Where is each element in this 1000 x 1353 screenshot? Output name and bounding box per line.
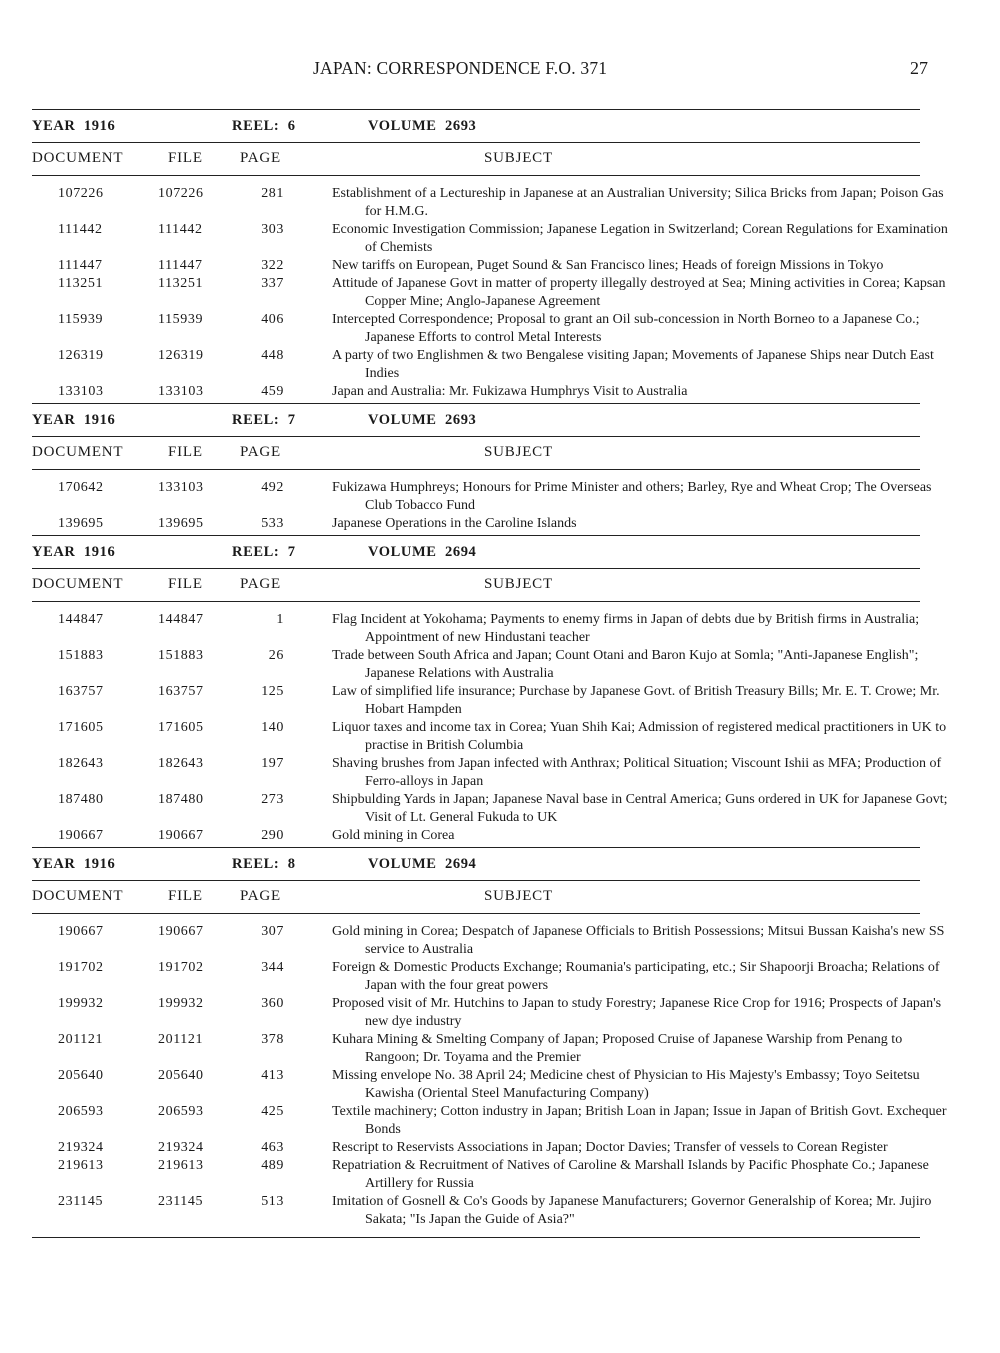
cell-file: 219613 <box>158 1158 204 1173</box>
cell-subject: Shaving brushes from Japan infected with Anthrax; Political Situation; Viscount Ishii as MFA; Production of Ferro-alloys in Japan <box>332 756 942 789</box>
table-row <box>32 347 934 383</box>
reel-section <box>32 535 948 847</box>
cell-page: 290 <box>261 828 284 843</box>
table-row <box>32 257 920 275</box>
cell-document: 111447 <box>58 258 103 273</box>
table-row <box>32 791 948 827</box>
page-title: JAPAN: CORRESPONDENCE F.O. 371 <box>313 58 608 78</box>
table-row <box>32 1031 920 1067</box>
column-header-subject: SUBJECT <box>484 444 553 460</box>
cell-file: 182643 <box>158 756 204 771</box>
cell-page: 125 <box>261 684 284 699</box>
column-header-row <box>32 437 920 469</box>
table-row <box>32 995 942 1031</box>
cell-subject: Textile machinery; Cotton industry in Japan; British Loan in Japan; Issue in Japan of British Govt. Exchequer Bonds <box>332 1104 947 1137</box>
cell-page: 533 <box>261 516 284 531</box>
table-row <box>32 1067 920 1103</box>
cell-subject: Law of simplified life insurance; Purchase by Japanese Govt. of British Treasury Bills; Mr. E. T. Crowe; Mr. Hobart Hampden <box>332 684 940 717</box>
cell-document: 144847 <box>58 612 104 627</box>
table-row <box>32 1103 947 1139</box>
column-header-file: FILE <box>168 888 203 904</box>
cell-file: 133103 <box>158 384 204 399</box>
cell-subject: Missing envelope No. 38 April 24; Medicine chest of Physician to His Majesty's Embassy; Toyo Seitetsu Kawisha (Oriental Steel Manufacturing Company) <box>332 1068 920 1101</box>
cell-page: 360 <box>261 996 284 1011</box>
cell-subject: Japanese Operations in the Caroline Islands <box>332 516 577 531</box>
column-header-subject: SUBJECT <box>484 576 553 592</box>
reel-label: REEL: 7 <box>232 544 296 560</box>
table-body <box>32 470 932 535</box>
table-row <box>32 755 942 791</box>
cell-subject: Shipbulding Yards in Japan; Japanese Naval base in Central America; Guns ordered in UK for Japanese Govt; Visit of Lt. General Fukuda to UK <box>332 792 948 825</box>
divider <box>32 1237 920 1238</box>
cell-document: 151883 <box>58 648 104 663</box>
table-row <box>32 923 945 959</box>
reel-section <box>32 403 932 535</box>
table-row <box>32 1157 929 1193</box>
index-table <box>32 109 948 1238</box>
table-row <box>32 719 947 755</box>
column-header-file: FILE <box>168 576 203 592</box>
column-header-row <box>32 569 920 601</box>
cell-document: 190667 <box>58 828 104 843</box>
cell-file: 201121 <box>158 1032 204 1047</box>
column-header-document: DOCUMENT <box>32 444 124 460</box>
column-header-subject: SUBJECT <box>484 888 553 904</box>
year-label: YEAR 1916 <box>32 856 116 872</box>
cell-file: 199932 <box>158 996 204 1011</box>
reel-section <box>32 109 948 403</box>
table-row <box>32 647 920 683</box>
cell-subject: Establishment of a Lectureship in Japanese at an Australian University; Silica Bricks from Japan; Poison Gas for H.M.G. <box>332 186 944 219</box>
page-number: 27 <box>910 58 928 78</box>
column-header-file: FILE <box>168 444 203 460</box>
table-row <box>32 275 946 311</box>
section-meta <box>32 110 920 142</box>
cell-document: 126319 <box>58 348 104 363</box>
cell-document: 115939 <box>58 312 104 327</box>
cell-page: 492 <box>261 480 284 495</box>
cell-document: 219324 <box>58 1140 104 1155</box>
column-header-page: PAGE <box>240 888 281 904</box>
cell-document: 113251 <box>58 276 104 291</box>
cell-page: 303 <box>261 222 284 237</box>
page-header <box>0 58 1000 82</box>
cell-subject: Gold mining in Corea <box>332 828 455 843</box>
cell-document: 190667 <box>58 924 104 939</box>
cell-subject: Foreign & Domestic Products Exchange; Roumania's participating, etc.; Sir Shapoorji Broacha; Relations of Japan with the four great powers <box>332 960 940 993</box>
cell-file: 111442 <box>158 222 203 237</box>
cell-page: 406 <box>261 312 284 327</box>
cell-document: 199932 <box>58 996 104 1011</box>
volume-label: VOLUME 2693 <box>368 412 477 428</box>
table-row <box>32 1193 932 1229</box>
table-row <box>32 479 932 515</box>
cell-document: 205640 <box>58 1068 104 1083</box>
table-row <box>32 383 920 401</box>
cell-page: 378 <box>261 1032 284 1047</box>
cell-file: 206593 <box>158 1104 204 1119</box>
cell-file: 219324 <box>158 1140 204 1155</box>
cell-document: 107226 <box>58 186 104 201</box>
cell-file: 187480 <box>158 792 204 807</box>
table-body <box>32 914 947 1231</box>
cell-file: 191702 <box>158 960 204 975</box>
cell-page: 307 <box>261 924 284 939</box>
table-row <box>32 827 920 845</box>
cell-subject: Flag Incident at Yokohama; Payments to enemy firms in Japan of debts due by British firms in Australia; Appointment of new Hindustani teacher <box>332 612 920 645</box>
cell-document: 163757 <box>58 684 104 699</box>
cell-document: 219613 <box>58 1158 104 1173</box>
cell-file: 205640 <box>158 1068 204 1083</box>
table-row <box>32 311 920 347</box>
cell-subject: Rescript to Reservists Associations in Japan; Doctor Davies; Transfer of vessels to Corean Register <box>332 1140 888 1155</box>
cell-page: 281 <box>261 186 284 201</box>
cell-subject: Liquor taxes and income tax in Corea; Yuan Shih Kai; Admission of registered medical practitioners in UK to practise in British Columbia <box>332 720 947 753</box>
volume-label: VOLUME 2693 <box>368 118 477 134</box>
cell-subject: Gold mining in Corea; Despatch of Japanese Officials to British Possessions; Mitsui Bussan Kaisha's new SS service to Australia <box>332 924 945 957</box>
cell-file: 107226 <box>158 186 204 201</box>
cell-page: 337 <box>261 276 284 291</box>
cell-document: 182643 <box>58 756 104 771</box>
cell-file: 171605 <box>158 720 204 735</box>
cell-document: 170642 <box>58 480 104 495</box>
cell-page: 322 <box>261 258 284 273</box>
cell-file: 111447 <box>158 258 203 273</box>
column-header-document: DOCUMENT <box>32 888 124 904</box>
cell-subject: Kuhara Mining & Smelting Company of Japan; Proposed Cruise of Japanese Warship from Penang to Rangoon; Dr. Toyama and the Premier <box>332 1032 903 1065</box>
cell-subject: Imitation of Gosnell & Co's Goods by Japanese Manufacturers; Governor Generalship of Korea; Mr. Jujiro Sakata; "Is Japan the Guide of Asia?" <box>332 1194 932 1227</box>
cell-subject: Attitude of Japanese Govt in matter of property illegally destroyed at Sea; Mining activities in Corea; Kapsan Copper Mine; Anglo-Japanese Agreement <box>332 276 946 309</box>
cell-subject: Japan and Australia: Mr. Fukizawa Humphrys Visit to Australia <box>332 384 688 399</box>
cell-page: 140 <box>261 720 284 735</box>
table-row <box>32 515 920 533</box>
column-header-row <box>32 143 920 175</box>
cell-file: 144847 <box>158 612 204 627</box>
cell-subject: Intercepted Correspondence; Proposal to grant an Oil sub-concession in North Borneo to a Japanese Co.; Japanese Efforts to control Metal Interests <box>332 312 920 345</box>
table-row <box>32 221 948 257</box>
cell-subject: Fukizawa Humphreys; Honours for Prime Minister and others; Barley, Rye and Wheat Crop; The Overseas Club Tobacco Fund <box>332 480 932 513</box>
cell-subject: Economic Investigation Commission; Japanese Legation in Switzerland; Corean Regulations for Examination of Chemists <box>332 222 948 255</box>
table-row <box>32 1139 920 1157</box>
cell-page: 459 <box>261 384 284 399</box>
cell-document: 201121 <box>58 1032 104 1047</box>
cell-file: 190667 <box>158 828 204 843</box>
table-row <box>32 611 920 647</box>
year-label: YEAR 1916 <box>32 544 116 560</box>
cell-document: 231145 <box>58 1194 104 1209</box>
cell-file: 190667 <box>158 924 204 939</box>
cell-page: 344 <box>261 960 284 975</box>
reel-label: REEL: 7 <box>232 412 296 428</box>
cell-page: 273 <box>261 792 284 807</box>
year-label: YEAR 1916 <box>32 412 116 428</box>
cell-subject: Proposed visit of Mr. Hutchins to Japan to study Forestry; Japanese Rice Crop for 1916; Prospects of Japan's new dye industry <box>332 996 942 1029</box>
cell-document: 191702 <box>58 960 104 975</box>
cell-file: 139695 <box>158 516 204 531</box>
column-header-file: FILE <box>168 150 203 166</box>
cell-file: 151883 <box>158 648 204 663</box>
cell-page: 489 <box>261 1158 284 1173</box>
column-header-row <box>32 881 920 913</box>
reel-section <box>32 847 947 1238</box>
cell-file: 163757 <box>158 684 204 699</box>
reel-label: REEL: 8 <box>232 856 296 872</box>
cell-page: 448 <box>261 348 284 363</box>
cell-document: 133103 <box>58 384 104 399</box>
cell-document: 187480 <box>58 792 104 807</box>
cell-page: 197 <box>261 756 284 771</box>
cell-document: 206593 <box>58 1104 104 1119</box>
cell-subject: Trade between South Africa and Japan; Count Otani and Baron Kujo at Somla; "Anti-Japanese English"; Japanese Relations with Australia <box>332 648 919 681</box>
column-header-page: PAGE <box>240 444 281 460</box>
column-header-page: PAGE <box>240 150 281 166</box>
volume-label: VOLUME 2694 <box>368 544 477 560</box>
table-body <box>32 176 948 403</box>
year-label: YEAR 1916 <box>32 118 116 134</box>
column-header-page: PAGE <box>240 576 281 592</box>
reel-label: REEL: 6 <box>232 118 296 134</box>
cell-page: 1 <box>276 612 284 627</box>
volume-label: VOLUME 2694 <box>368 856 477 872</box>
table-row <box>32 683 940 719</box>
cell-document: 171605 <box>58 720 104 735</box>
table-body <box>32 602 948 847</box>
table-row <box>32 959 940 995</box>
column-header-subject: SUBJECT <box>484 150 553 166</box>
table-row <box>32 185 944 221</box>
cell-page: 413 <box>261 1068 284 1083</box>
cell-page: 425 <box>261 1104 284 1119</box>
cell-page: 513 <box>261 1194 284 1209</box>
cell-subject: A party of two Englishmen & two Bengalese visiting Japan; Movements of Japanese Ships near Dutch East Indies <box>332 348 934 381</box>
cell-page: 463 <box>261 1140 284 1155</box>
section-meta <box>32 536 920 568</box>
cell-subject: New tariffs on European, Puget Sound & San Francisco lines; Heads of foreign Missions in Tokyo <box>332 258 884 273</box>
cell-file: 113251 <box>158 276 204 291</box>
cell-page: 26 <box>268 648 284 663</box>
cell-file: 126319 <box>158 348 204 363</box>
column-header-document: DOCUMENT <box>32 576 124 592</box>
column-header-document: DOCUMENT <box>32 150 124 166</box>
cell-file: 115939 <box>158 312 204 327</box>
cell-file: 231145 <box>158 1194 204 1209</box>
cell-document: 111442 <box>58 222 103 237</box>
cell-document: 139695 <box>58 516 104 531</box>
cell-subject: Repatriation & Recruitment of Natives of Caroline & Marshall Islands by Pacific Phosphate Co.; Japanese Artillery for Russia <box>332 1158 929 1191</box>
section-meta <box>32 848 920 880</box>
section-meta <box>32 404 920 436</box>
cell-file: 133103 <box>158 480 204 495</box>
